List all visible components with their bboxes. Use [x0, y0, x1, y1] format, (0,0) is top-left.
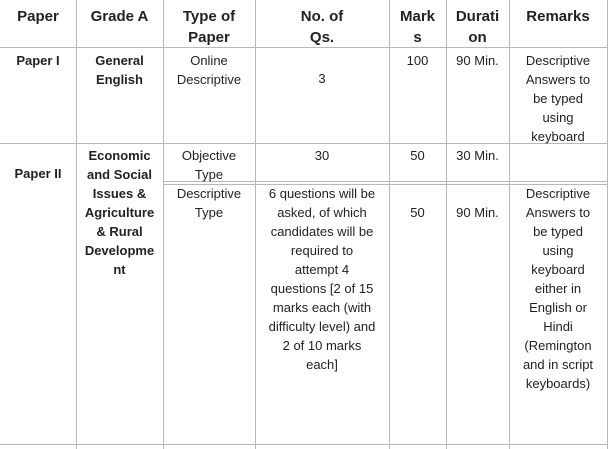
row1-duration: 90 Min. — [456, 53, 499, 68]
row2a-duration: 30 Min. — [456, 148, 499, 163]
header-grade-a: Grade A — [90, 8, 149, 25]
header-remarks: Remarks — [526, 8, 590, 25]
row2b-remarks: Descriptive Answers to be typed using keyboard either in English or Hindi (Remington and in script keyboards) — [522, 186, 594, 391]
row2b-questions: 6 questions will be asked, of which candidates will be required to attempt 4 questions [2 of 15 marks each (with difficulty level) and 2 of 10 marks each] — [268, 186, 376, 372]
header-paper: Paper — [17, 8, 59, 25]
header-marks: Mark s — [399, 8, 436, 46]
row1-type: Online Descriptive — [176, 53, 242, 87]
header-no-of-qs: No. of Qs. — [300, 8, 344, 46]
row1-questions: 3 — [318, 71, 326, 86]
row1-subject: General English — [95, 53, 144, 87]
table-bottom-border — [0, 444, 608, 445]
row2b-type: Descriptive Type — [176, 186, 242, 220]
row2a-type: Objective Type — [181, 148, 237, 182]
row1-marks: 100 — [406, 53, 429, 68]
row2-subject: Economic and Social Issues & Agriculture & Rural Developme nt — [84, 148, 155, 277]
row2b-marks: 50 — [410, 205, 425, 220]
header-duration: Durati on — [455, 8, 500, 46]
row1-remarks: Descriptive Answers to be typed using keyboard — [525, 53, 591, 144]
table-right-border — [607, 0, 608, 449]
row2a-marks: 50 — [410, 148, 425, 163]
row2a-questions: 30 — [314, 148, 330, 163]
row2b-duration: 90 Min. — [456, 205, 499, 220]
row2-paper: Paper II — [14, 166, 62, 181]
header-type-of-paper: Type of Paper — [182, 8, 236, 46]
row1-paper: Paper I — [16, 53, 60, 68]
